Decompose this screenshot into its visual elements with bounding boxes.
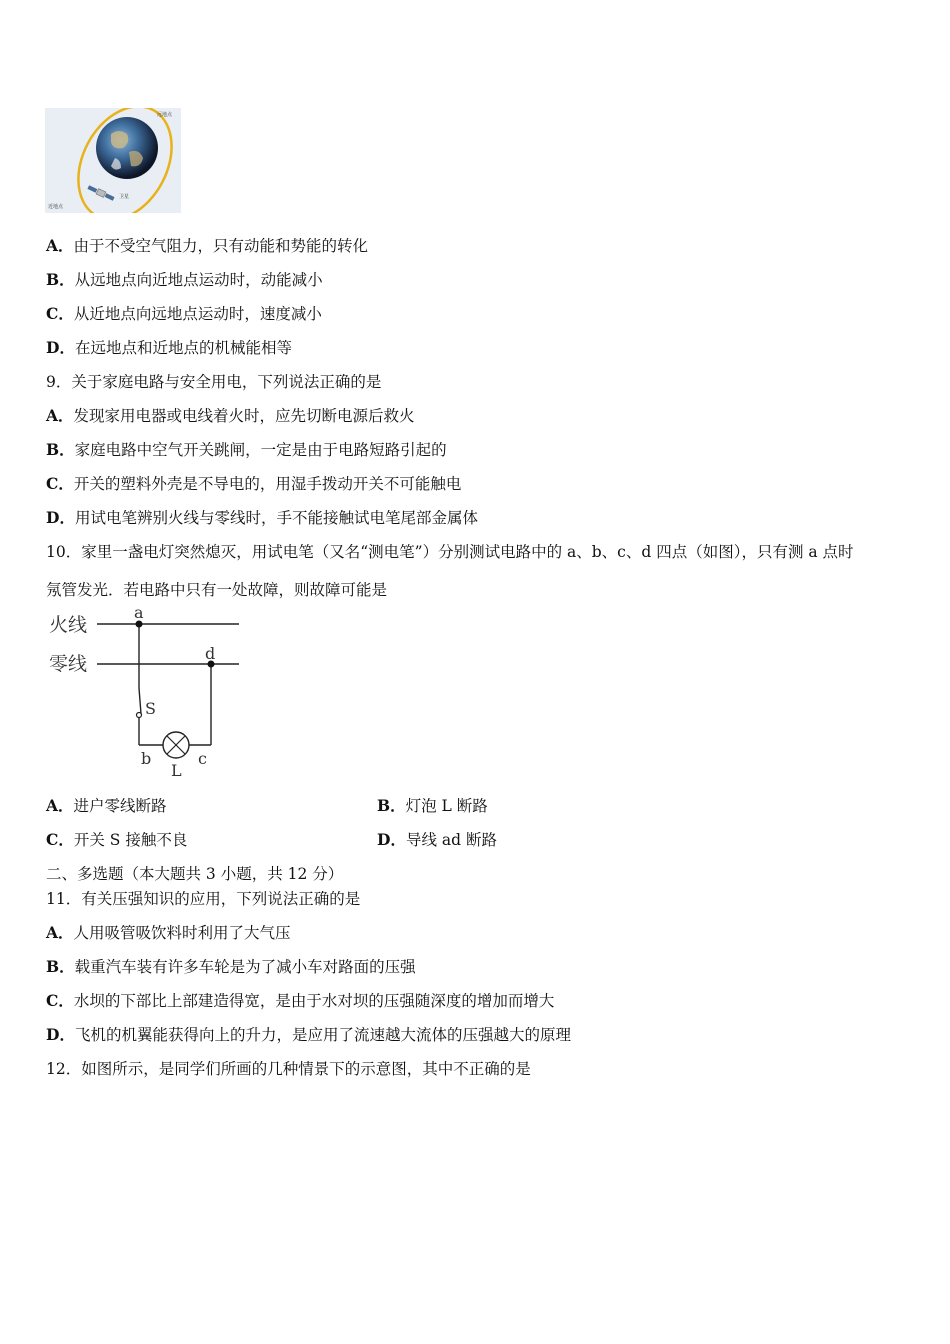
- point-c-label: c: [198, 749, 207, 768]
- q11-option-b: B．载重汽车装有许多车轮是为了减小车对路面的压强: [46, 957, 416, 976]
- q11-option-c: C．水坝的下部比上部建造得宽，是由于水对坝的压强随深度的增加而增大: [46, 991, 555, 1010]
- q10-option-b: B．灯泡 L 断路: [377, 796, 488, 815]
- section-heading: 二、多选题（本大题共 3 小题，共 12 分）: [46, 865, 344, 883]
- circuit-diagram: [45, 604, 245, 779]
- point-d-label: d: [205, 644, 216, 663]
- point-b-label: b: [141, 749, 152, 768]
- earth-icon: [96, 117, 158, 179]
- label-satellite: 卫星: [119, 194, 130, 200]
- q9-option-c: C．开关的塑料外壳是不导电的，用湿手拨动开关不可能触电: [46, 474, 462, 493]
- q11-option-a: A．人用吸管吸饮料时利用了大气压: [46, 923, 291, 942]
- q10-option-a: A．进户零线断路: [46, 796, 167, 815]
- lamp-label: L: [171, 761, 182, 779]
- label-near-point: 近地点: [48, 204, 64, 210]
- q9-stem: 9．关于家庭电路与安全用电，下列说法正确的是: [46, 373, 382, 391]
- q8-option-d: D．在远地点和近地点的机械能相等: [46, 338, 292, 357]
- q9-option-b: B．家庭电路中空气开关跳闸，一定是由于电路短路引起的: [46, 440, 447, 459]
- q12-stem: 12．如图所示，是同学们所画的几种情景下的示意图，其中不正确的是: [46, 1060, 531, 1078]
- q8-option-b: B．从远地点向近地点运动时，动能减小: [46, 270, 323, 289]
- q9-option-d: D．用试电笔辨别火线与零线时，手不能接触试电笔尾部金属体: [46, 508, 478, 527]
- q11-stem: 11．有关压强知识的应用，下列说法正确的是: [46, 890, 361, 908]
- q10-stem-line2: 氖管发光．若电路中只有一处故障，则故障可能是: [46, 581, 388, 599]
- point-a-label: a: [134, 604, 144, 622]
- lamp-icon: [163, 732, 189, 758]
- q11-option-d: D．飞机的机翼能获得向上的升力，是应用了流速越大流体的压强越大的原理: [46, 1025, 571, 1044]
- switch-label: S: [145, 699, 156, 718]
- q10-option-c: C．开关 S 接触不良: [46, 830, 188, 849]
- q10-option-d: D．导线 ad 断路: [377, 830, 497, 849]
- live-wire-label: 火线: [49, 614, 88, 636]
- q9-option-a: A．发现家用电器或电线着火时，应先切断电源后救火: [46, 406, 415, 425]
- satellite-orbit-figure: [45, 108, 181, 213]
- q10-stem-line1: 10．家里一盏电灯突然熄灭，用试电笔（又名“测电笔”）分别测试电路中的 a、b、c、d 四点（如图），只有测 a 点时: [46, 543, 854, 561]
- label-far-point: 远地点: [157, 112, 173, 118]
- q8-option-a: A．由于不受空气阻力，只有动能和势能的转化: [46, 236, 369, 255]
- q8-option-c: C．从近地点向远地点运动时，速度减小: [46, 304, 322, 323]
- neutral-wire-label: 零线: [49, 653, 88, 675]
